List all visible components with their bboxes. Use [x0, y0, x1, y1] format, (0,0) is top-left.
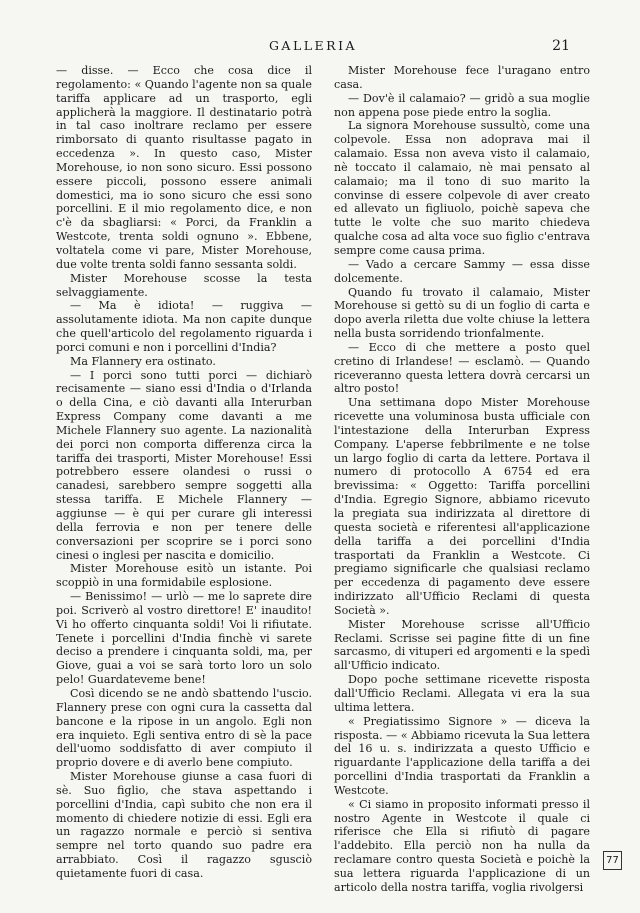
paragraph: Mister Morehouse scosse la testa selvaggiamente. — [56, 271, 312, 299]
running-title: GALLERIA — [268, 38, 358, 53]
signature-mark: 77 — [603, 851, 622, 870]
paragraph: — Benissimo! — urlò — me lo saprete dire poi. Scriverò al vostro direttore! E' inaudito! Vi ho offerto cinquanta soldi! Voi li rifiutate. Tenete i porcellini d'India finchè vi sarete deciso a prendere i cinquanta soldi, ma, per Giove, guai a voi se sarà torto loro un solo pelo! Guardateveme bene! — [56, 590, 312, 687]
paragraph: Ma Flannery era ostinato. — [70, 354, 216, 368]
paragraph: Dopo poche settimane ricevette risposta dall'Ufficio Reclami. Allegata vi era la sua ultima lettera. — [334, 673, 590, 714]
left-column — [56, 64, 312, 881]
running-head — [56, 38, 570, 56]
right-column — [334, 64, 590, 895]
paragraph: — Dov'è il calamaio? — gridò a sua moglie non appena pose piede entro la soglia. — [334, 91, 590, 119]
paragraph: Mister Morehouse scrisse all'Ufficio Reclami. Scrisse sei pagine fitte di un fine sarcasmo, di vituperi ed argomenti e la spedì all'Ufficio indicato. — [334, 617, 590, 673]
paragraph: Mister Morehouse giunse a casa fuori di sè. Suo figlio, che stava aspettando i porcellini d'India, capì subito che non era il momento di chiedere notizie di essi. Egli era un ragazzo normale e perciò si sentiva sempre nel torto quando suo padre era arrabbiato. Così il ragazzo sgusciò quietamente fuori di casa. — [56, 770, 312, 880]
paragraph: Così dicendo se ne andò sbattendo l'uscio. Flannery prese con ogni cura la cassetta dal bancone e la ripose in un angolo. Egli non era inquieto. Egli sentiva entro di sè la pace dell'uomo soddisfatto di aver compiuto il proprio dovere e di averlo bene compiuto. — [56, 686, 312, 770]
paragraph: Una settimana dopo Mister Morehouse ricevette una voluminosa busta ufficiale con l'intestazione della Interurban Express Company. L'aperse febbrilmente e ne tolse un largo foglio di carta da lettere. Portava il numero di protocollo A 6754 ed era brevissima: « Oggetto: Tariffa porcellini d'India. Egregio Signore, abbiamo ricevuto la pregiata sua indirizzata al direttore di questa società e riferentesi all'applicazione della tariffa a dei porcellini d'India trasportati da Franklin a Westcote. Ci pregiamo significarle che qualsiasi reclamo per eccedenza di pagamento deve essere indirizzato all'Ufficio Reclami di questa Società ». — [334, 396, 590, 617]
page-number: 21 — [552, 38, 570, 54]
paragraph: — I porci sono tutti porci — dichiarò recisamente — siano essi d'India o d'Irlanda o della Cina, e ciò davanti alla Interurban Express Company come davanti a me Michele Flannery suo agente. La nazionalità dei porci non comporta differenza circa la tariffa dei trasporti, Mister Morehouse! Essi potrebbero essere olandesi o russi o canadesi, sarebbero sempre soggetti alla stessa tariffa. E Michele Flannery — aggiunse — è qui per curare gli interessi della ferrovia e non per tenere delle conversazioni per scoprire se i porci sono cinesi o inglesi per nascita e domicilio. — [56, 368, 312, 562]
paragraph: « Ci siamo in proposito informati presso il nostro Agente in Westcote il quale ci riferisce che Ella si rifiutò di pagare l'addebito. Ella perciò non ha nulla da reclamare contro questa Società e poichè la sua lettera riguarda l'applicazione di un articolo della nostra tariffa, voglia rivolgersi — [334, 797, 590, 894]
paragraph: La signora Morehouse sussultò, come una colpevole. Essa non adoprava mai il calamaio. Essa non aveva visto il calamaio, nè toccato il calamaio, nè mai pensato al calamaio; ma il tono di suo marito la convinse di essere colpevole di aver creato ed allevato un figliuolo, poichè sapeva che tutte le volte che suo marito chiedeva qualche cosa ad alta voce suo figlio c'entrava sempre come causa prima. — [334, 119, 590, 257]
paragraph: — Ma è idiota! — ruggiva — assolutamente idiota. Ma non capite dunque che quell'articolo del regolamento riguarda i porci comuni e non i porcellini d'India? — [56, 299, 312, 354]
paragraph: « Pregiatissimo Signore » — diceva la risposta. — « Abbiamo ricevuta la Sua lettera del 16 u. s. indirizzata a questo Ufficio e riguardante l'applicazione della tariffa a dei porcellini d'India trasportati da Franklin a Westcote. — [334, 714, 590, 797]
paragraph: — disse. — Ecco che cosa dice il regolamento: « Quando l'agente non sa quale tariffa applicare ad un trasporto, egli applicherà la maggiore. Il destinatario potrà in tal caso inoltrare reclamo per essere rimborsato di quanto risultasse pagato in eccedenza ». In questo caso, Mister Morehouse, io non sono sicuro. Essi possono essere piccoli, possono essere animali domestici, ma io sono sicuro che essi sono porcellini. E il mio regolamento dice, e non c'è da sbagliarsi: « Porci, da Franklin a Westcote, trenta soldi ognuno ». Ebbene, voltatela come vi pare, Mister Morehouse, due volte trenta soldi fanno sessanta soldi. — [56, 64, 312, 271]
paragraph: — Vado a cercare Sammy — essa disse dolcemente. — [334, 257, 590, 285]
paragraph: Quando fu trovato il calamaio, Mister Morehouse si gettò su di un foglio di carta e dopo averla riletta due volte chiuse la lettera nella busta sorridendo trionfalmente. — [334, 285, 590, 341]
paragraph: — Ecco di che mettere a posto quel cretino di Irlandese! — esclamò. — Quando riceveranno questa lettera dovrà cercarsi un altro posto! — [334, 340, 590, 396]
paragraph: Mister Morehouse fece l'uragano entro casa. — [334, 64, 590, 91]
paragraph: Mister Morehouse esitò un istante. Poi scoppiò in una formidabile esplosione. — [56, 562, 312, 590]
